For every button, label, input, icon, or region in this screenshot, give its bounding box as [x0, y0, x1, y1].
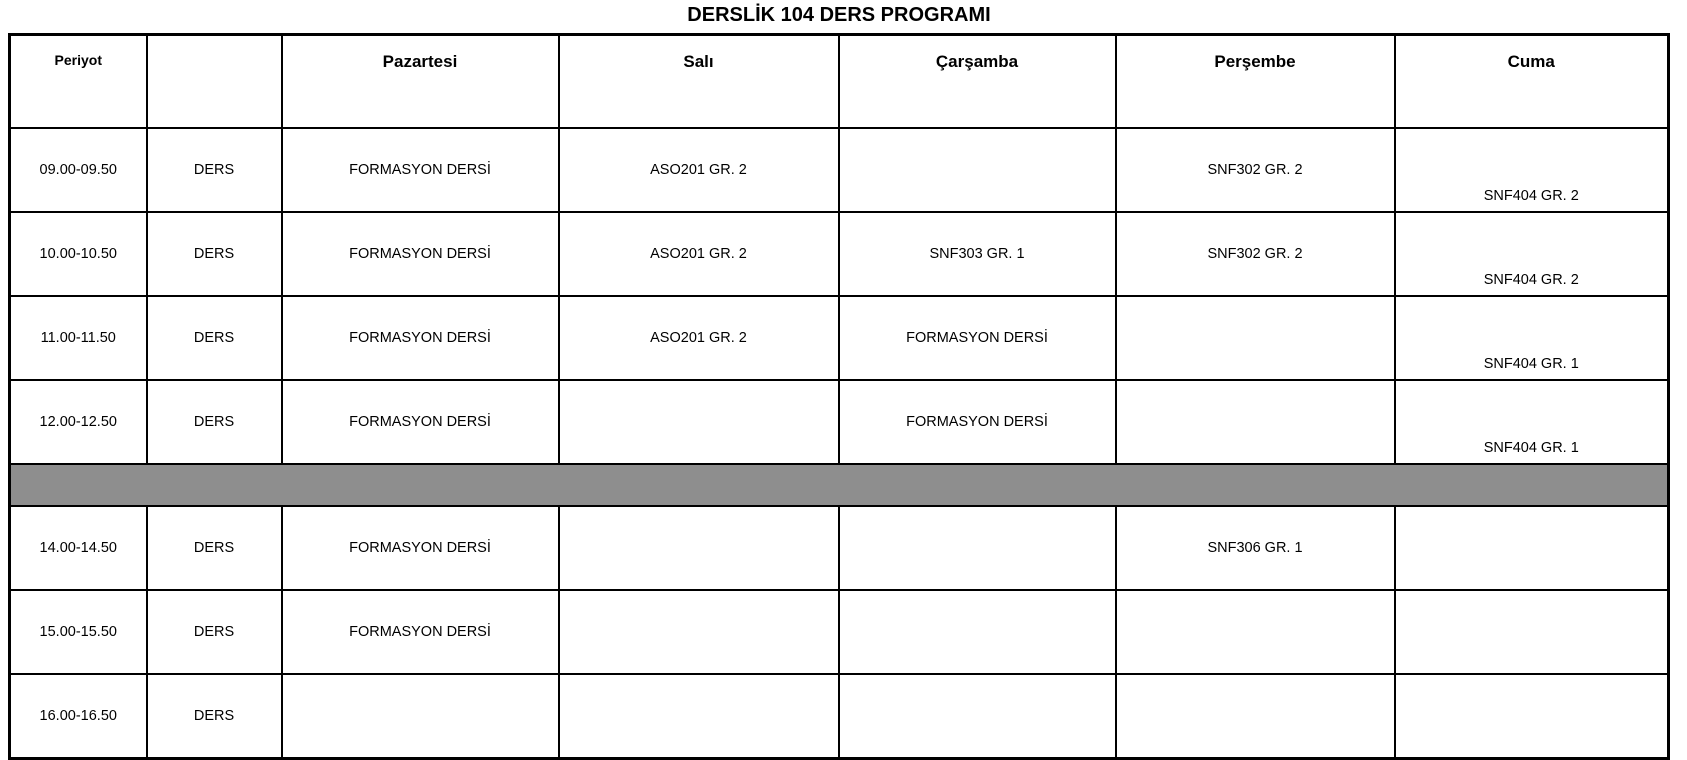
cell-course: SNF404 GR. 1	[1395, 380, 1669, 464]
cell-course: FORMASYON DERSİ	[282, 590, 559, 674]
cell-course	[839, 590, 1116, 674]
cell-course	[1116, 674, 1395, 759]
cell-course	[1395, 506, 1669, 590]
cell-course	[282, 674, 559, 759]
header-row	[10, 35, 1669, 129]
cell-course: FORMASYON DERSİ	[282, 128, 559, 212]
cell-course	[559, 674, 839, 759]
column-header-empty	[147, 35, 282, 129]
column-header-per-embe: Perşembe	[1116, 35, 1395, 129]
table-row	[10, 128, 1669, 212]
table-row	[10, 296, 1669, 380]
column-header-periyot: Periyot	[10, 35, 147, 129]
table-row	[10, 380, 1669, 464]
break-separator-band	[10, 464, 1669, 506]
cell-course: SNF302 GR. 2	[1116, 128, 1395, 212]
cell-course: SNF404 GR. 1	[1395, 296, 1669, 380]
table-row	[10, 506, 1669, 590]
cell-lesson-type: DERS	[147, 506, 282, 590]
cell-course	[1116, 590, 1395, 674]
column-header-sal-: Salı	[559, 35, 839, 129]
table-row	[10, 212, 1669, 296]
cell-course	[1116, 380, 1395, 464]
cell-course: SNF404 GR. 2	[1395, 128, 1669, 212]
break-separator-row	[10, 464, 1669, 506]
cell-period: 12.00-12.50	[10, 380, 147, 464]
cell-course: ASO201 GR. 2	[559, 128, 839, 212]
cell-course: ASO201 GR. 2	[559, 296, 839, 380]
column-header--ar-amba: Çarşamba	[839, 35, 1116, 129]
cell-course	[839, 128, 1116, 212]
cell-course: SNF306 GR. 1	[1116, 506, 1395, 590]
page-title: DERSLİK 104 DERS PROGRAMI	[687, 4, 991, 26]
cell-lesson-type: DERS	[147, 380, 282, 464]
cell-course	[559, 590, 839, 674]
cell-lesson-type: DERS	[147, 590, 282, 674]
cell-course	[559, 380, 839, 464]
column-header-cuma: Cuma	[1395, 35, 1669, 129]
cell-period: 15.00-15.50	[10, 590, 147, 674]
cell-course: FORMASYON DERSİ	[282, 506, 559, 590]
cell-period: 09.00-09.50	[10, 128, 147, 212]
cell-course	[559, 506, 839, 590]
cell-period: 16.00-16.50	[10, 674, 147, 759]
table-row	[10, 674, 1669, 759]
cell-period: 11.00-11.50	[10, 296, 147, 380]
cell-course: SNF404 GR. 2	[1395, 212, 1669, 296]
cell-course	[1116, 296, 1395, 380]
cell-course	[839, 506, 1116, 590]
cell-course: FORMASYON DERSİ	[839, 296, 1116, 380]
cell-lesson-type: DERS	[147, 212, 282, 296]
cell-course: SNF302 GR. 2	[1116, 212, 1395, 296]
cell-course: FORMASYON DERSİ	[282, 296, 559, 380]
cell-course: SNF303 GR. 1	[839, 212, 1116, 296]
cell-period: 10.00-10.50	[10, 212, 147, 296]
cell-course: FORMASYON DERSİ	[839, 380, 1116, 464]
cell-course: FORMASYON DERSİ	[282, 380, 559, 464]
cell-course	[839, 674, 1116, 759]
cell-lesson-type: DERS	[147, 128, 282, 212]
schedule-table	[8, 33, 1670, 760]
cell-course	[1395, 590, 1669, 674]
cell-lesson-type: DERS	[147, 296, 282, 380]
cell-course	[1395, 674, 1669, 759]
cell-lesson-type: DERS	[147, 674, 282, 759]
cell-period: 14.00-14.50	[10, 506, 147, 590]
table-row	[10, 590, 1669, 674]
cell-course: FORMASYON DERSİ	[282, 212, 559, 296]
column-header-pazartesi: Pazartesi	[282, 35, 559, 129]
cell-course: ASO201 GR. 2	[559, 212, 839, 296]
